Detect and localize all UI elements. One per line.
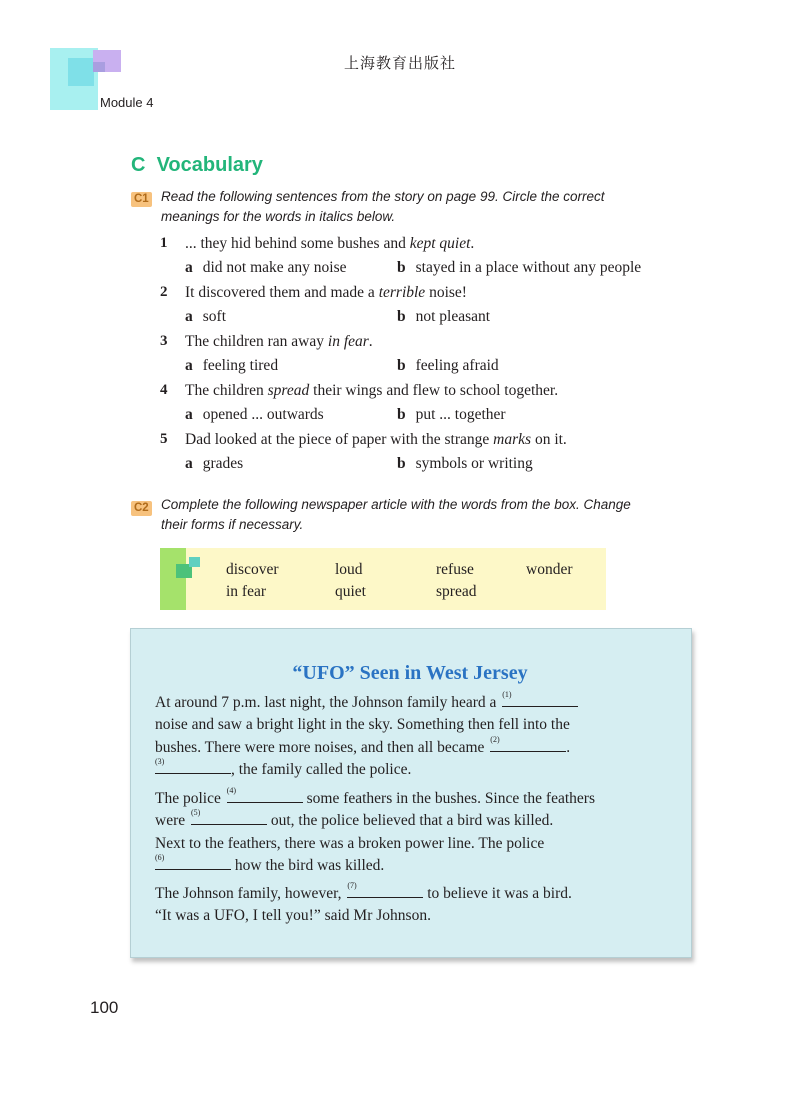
blank-6[interactable]: (6) bbox=[155, 855, 231, 870]
option-b[interactable]: b put ... together bbox=[397, 406, 506, 423]
c2-badge: C2 bbox=[131, 498, 152, 516]
c2-instruction: Complete the following newspaper article with the words from the box. Change their forms if necessary. bbox=[161, 497, 631, 532]
question-text: The children ran away in fear. bbox=[185, 333, 373, 350]
blank-1[interactable]: (1) bbox=[502, 692, 578, 707]
option-a[interactable]: a grades bbox=[185, 455, 244, 472]
question-number: 2 bbox=[160, 284, 168, 300]
word-item: discover bbox=[226, 561, 279, 578]
section-title bbox=[131, 154, 263, 177]
word-item: quiet bbox=[335, 583, 366, 600]
c1-badge: C1 bbox=[131, 189, 152, 207]
publisher: 上海教育出版社 bbox=[343, 56, 456, 72]
word-item: spread bbox=[436, 583, 477, 600]
option-b[interactable]: b stayed in a place without any people bbox=[397, 259, 642, 276]
question-text: ... they hid behind some bushes and kept quiet. bbox=[185, 235, 475, 252]
blank-2[interactable]: (2) bbox=[490, 737, 566, 752]
blank-7[interactable]: (7) bbox=[347, 883, 423, 898]
option-a[interactable]: a did not make any noise bbox=[185, 259, 347, 276]
word-item: wonder bbox=[526, 561, 573, 578]
blank-3[interactable]: (3) bbox=[155, 759, 231, 774]
word-item: in fear bbox=[226, 583, 267, 600]
module-label: Module 4 bbox=[100, 95, 154, 110]
option-b[interactable]: b not pleasant bbox=[397, 308, 491, 325]
section-name: Vocabulary bbox=[156, 154, 263, 176]
question-number: 5 bbox=[160, 431, 168, 447]
option-a[interactable]: a soft bbox=[185, 308, 226, 325]
article-paragraph-3: The Johnson family, however, (7) to believe it was a bird. “It was a UFO, I tell you!” said Mr Johnson. bbox=[155, 881, 572, 925]
word-item: refuse bbox=[436, 561, 474, 578]
option-a[interactable]: a opened ... outwards bbox=[185, 406, 324, 423]
article-title: “UFO” Seen in West Jersey bbox=[292, 662, 528, 684]
question-text: It discovered them and made a terrible noise! bbox=[185, 284, 467, 301]
question-number: 4 bbox=[160, 382, 168, 398]
article-paragraph-1: At around 7 p.m. last night, the Johnson family heard a (1) noise and saw a bright light in the sky. Something then fell into the bushes. There were more noises, and then all became (2) . (3) , the family called the police. bbox=[155, 692, 680, 781]
question-text: Dad looked at the piece of paper with the strange marks on it. bbox=[185, 431, 567, 448]
article-paragraph-2: The police (4) some feathers in the bushes. Since the feathers were (5) out, the police believed that a bird was killed. Next to the feathers, there was a broken power line. The police (6) how the bird was killed. bbox=[155, 786, 595, 874]
option-b[interactable]: b feeling afraid bbox=[397, 357, 499, 374]
question-number: 1 bbox=[160, 235, 168, 251]
option-a[interactable]: a feeling tired bbox=[185, 357, 279, 374]
question-number: 3 bbox=[160, 333, 168, 349]
word-item: loud bbox=[335, 561, 363, 578]
decor-square bbox=[189, 557, 200, 567]
blank-5[interactable]: (5) bbox=[191, 810, 267, 825]
c1-instruction: Read the following sentences from the story on page 99. Circle the correct meanings for the words in italics below. bbox=[161, 189, 605, 224]
blank-4[interactable]: (4) bbox=[227, 788, 303, 803]
section-letter: C bbox=[131, 154, 146, 176]
option-b[interactable]: b symbols or writing bbox=[397, 455, 533, 472]
page-number: 100 bbox=[90, 998, 119, 1017]
question-text: The children spread their wings and flew to school together. bbox=[185, 382, 559, 399]
word-box-bar bbox=[160, 548, 186, 610]
